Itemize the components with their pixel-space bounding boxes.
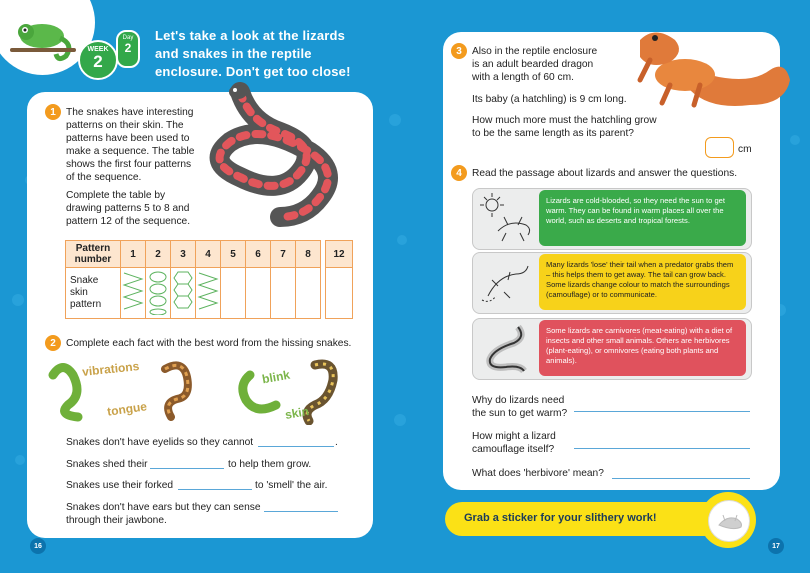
- pattern-3-hexagons: [171, 268, 196, 319]
- question-4-number: 4: [451, 165, 467, 181]
- q3-unit: cm: [738, 144, 752, 155]
- fact-3: Snakes use their forked: [66, 480, 174, 491]
- col-12: 12: [326, 241, 353, 268]
- pattern-sequence-table: [65, 240, 353, 319]
- q3-question: How much more must the hatchling grow to be the same length as its parent?: [472, 115, 657, 139]
- week-label: WEEK: [87, 46, 109, 53]
- word-tongue: tongue: [106, 399, 148, 419]
- fact-2: Snakes shed their: [66, 459, 148, 470]
- pattern-7-blank[interactable]: [271, 268, 296, 319]
- week-number: 2: [93, 52, 103, 71]
- passage-3-text: Some lizards are carnivores (meat-eating) with a diet of insects and other small animals. Others are herbivores (plant-eating), or omnivores (eating both plants and animals).: [539, 320, 746, 376]
- col-6: 6: [246, 241, 271, 268]
- day-label: Day: [122, 35, 134, 41]
- patterned-snake-illustration: [200, 82, 370, 232]
- lizard-sticker-icon: [709, 501, 749, 541]
- word-vibrations: vibrations: [81, 359, 140, 379]
- q4-answer-line-1[interactable]: [574, 411, 750, 412]
- question-3-number: 3: [451, 43, 467, 59]
- title-line-1: Let's take a look at the lizards: [155, 28, 346, 43]
- lizard-tail-icon: [478, 256, 536, 308]
- q1-instruction: Complete the table by drawing patterns 5 to 8 and pattern 12 of the sequence.: [66, 190, 191, 227]
- fact-3-answer-line[interactable]: [178, 489, 252, 490]
- word-blink: blink: [260, 367, 292, 387]
- snake-outline-icon: [478, 321, 536, 375]
- table-row-label: Snake skin pattern: [66, 268, 121, 319]
- q4-answer-line-2[interactable]: [574, 448, 750, 449]
- page-number-left: 16: [30, 538, 46, 554]
- fact-1-answer-line[interactable]: [258, 446, 334, 447]
- page-number-right: 17: [768, 538, 784, 554]
- day-number: 2: [124, 41, 132, 55]
- q4-question-1: Why do lizards need the sun to get warm?: [472, 395, 568, 419]
- col-3: 3: [171, 241, 196, 268]
- fact-1-end: .: [335, 437, 338, 448]
- fact-4: Snakes don't have ears but they can sense: [66, 502, 261, 513]
- fact-4-end: through their jawbone.: [66, 515, 167, 526]
- lizard-sun-icon: [478, 191, 536, 245]
- table-header-label: Pattern number: [66, 241, 121, 268]
- col-2: 2: [146, 241, 171, 268]
- fact-2-end: to help them grow.: [228, 459, 312, 470]
- col-8: 8: [296, 241, 321, 268]
- pattern-5-blank[interactable]: [221, 268, 246, 319]
- chameleon-icon: [10, 14, 80, 64]
- fact-3-end: to 'smell' the air.: [255, 480, 328, 491]
- pattern-12-blank[interactable]: [326, 268, 353, 319]
- pattern-4-zigzag: [196, 268, 221, 319]
- sticker-banner-text: Grab a sticker for your slithery work!: [464, 512, 657, 524]
- col-1: 1: [121, 241, 146, 268]
- q4-question-3: What does 'herbivore' mean?: [472, 468, 604, 479]
- page-title: [155, 27, 351, 81]
- q3-text: Also in the reptile enclosure is an adult bearded dragon with a length of 60 cm.: [472, 46, 598, 83]
- pattern-1-zigzag: [121, 268, 146, 319]
- col-4: 4: [196, 241, 221, 268]
- passage-1-text: Lizards are cold-blooded, so they need the sun to get warm. They can be found in warm places all over the world, such as deserts and tropical forests.: [539, 190, 746, 246]
- title-line-2: and snakes in the reptile: [155, 46, 312, 61]
- fact-2-answer-line[interactable]: [150, 468, 224, 469]
- q3-baby: Its baby (a hatchling) is 9 cm long.: [472, 94, 627, 105]
- day-badge: [116, 30, 140, 68]
- fact-4-answer-line[interactable]: [264, 511, 338, 512]
- q4-question-2: How might a lizard camouflage itself?: [472, 431, 556, 455]
- q1-text: The snakes have interesting patterns on their skin. The patterns have been used to make a sequence. The table shows the first four patterns of the sequence.: [66, 107, 195, 183]
- title-line-3: enclosure. Don't get too close!: [155, 64, 351, 79]
- q2-text: Complete each fact with the best word from the hissing snakes.: [66, 338, 352, 349]
- pattern-6-blank[interactable]: [246, 268, 271, 319]
- word-skin: skin: [283, 404, 311, 422]
- week-badge: [78, 40, 118, 80]
- fact-1: Snakes don't have eyelids so they cannot: [66, 437, 254, 448]
- q4-text: Read the passage about lizards and answer the questions.: [472, 168, 738, 179]
- q4-answer-line-3[interactable]: [612, 478, 750, 479]
- col-7: 7: [271, 241, 296, 268]
- pattern-2-ovals: [146, 268, 171, 319]
- bearded-dragon-illustration: [630, 20, 795, 120]
- passage-2-text: Many lizards 'lose' their tail when a predator grabs them – this helps them to get away. The tail can grow back. Some lizards change colour to match the surroundings (camouflage) or to communicate.: [539, 254, 746, 310]
- col-5: 5: [221, 241, 246, 268]
- sticker-spot[interactable]: [708, 500, 750, 542]
- question-2-number: 2: [45, 335, 61, 351]
- pattern-8-blank[interactable]: [296, 268, 321, 319]
- q3-answer-box[interactable]: [705, 137, 734, 158]
- question-1-number: 1: [45, 104, 61, 120]
